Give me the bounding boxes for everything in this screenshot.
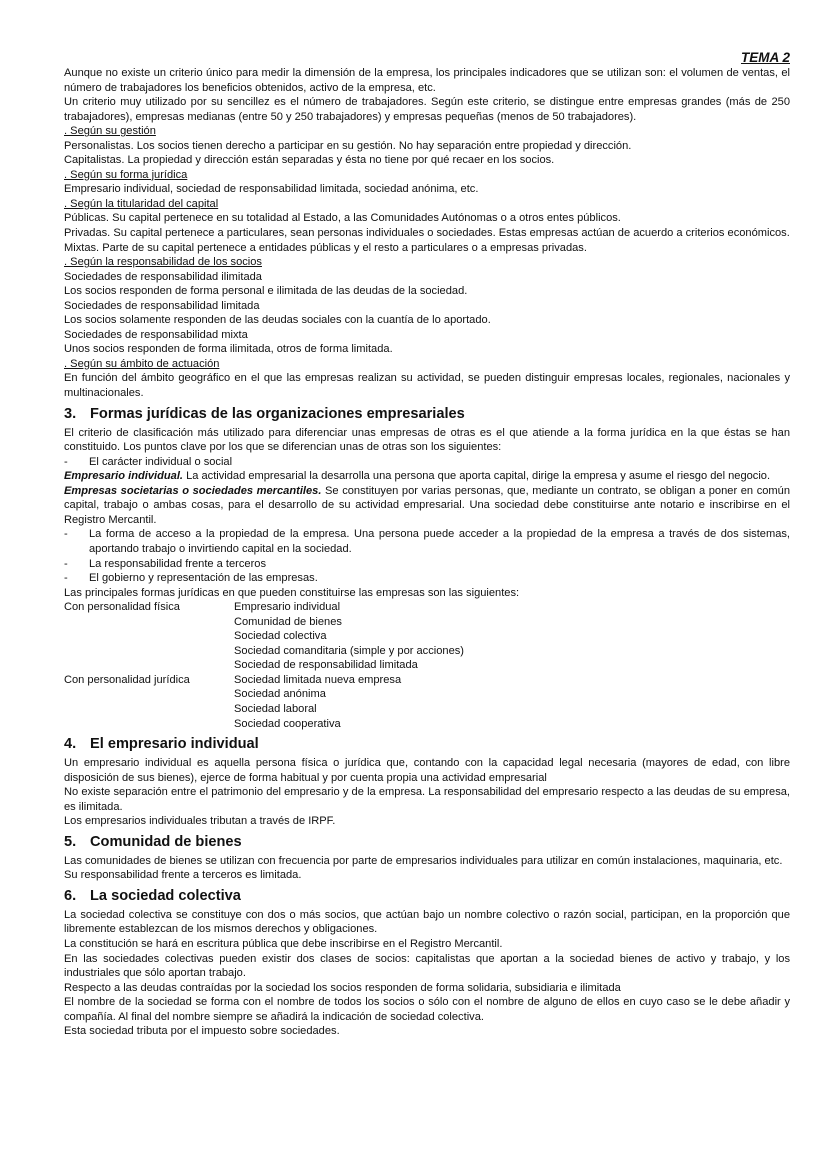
paragraph: Empresario individual, sociedad de responsabilidad limitada, sociedad anónima, etc. bbox=[64, 183, 479, 196]
subheading-forma: . Según su forma jurídica bbox=[64, 168, 188, 181]
section-heading-3 bbox=[64, 405, 790, 423]
paragraph: Capitalistas. La propiedad y dirección están separadas y ésta no tiene por qué recaer en los socios. bbox=[64, 154, 555, 167]
section-title: Formas jurídicas de las organizaciones empresariales bbox=[90, 405, 465, 422]
paragraph: Un criterio muy utilizado por su sencillez es el número de trabajadores. Según este criterio, se distingue entre empresas grandes (más de 250 trabajadores), empresas medianas (entre 50 y 250 trabajadores) y empresas pequeñas (menos de 50 trabajadores). bbox=[64, 96, 790, 123]
section-number: 4. bbox=[64, 736, 77, 753]
dash-item: - El carácter individual o social bbox=[64, 455, 233, 468]
dash-item: - La responsabilidad frente a terceros bbox=[64, 557, 266, 570]
paragraph: El criterio de clasificación más utilizado para diferenciar unas empresas de otras es el que atiende a la forma jurídica en la que éstas se han constituido. Los puntos clave por los que se diferencian unas de otras son los siguientes: bbox=[64, 426, 790, 454]
paragraph: Su responsabilidad frente a terceros es limitada. bbox=[64, 869, 302, 882]
forms-label-juridica: Con personalidad jurídica bbox=[64, 673, 190, 686]
paragraph: Las principales formas jurídicas en que pueden constituirse las empresas son las siguientes: bbox=[64, 586, 520, 599]
paragraph: En función del ámbito geográfico en el que las empresas realizan su actividad, se pueden distinguir empresas locales, regionales, nacionales y multinacionales. bbox=[64, 372, 790, 400]
paragraph: Mixtas. Parte de su capital pertenece a entidades públicas y el resto a particulares o a empresas privadas. bbox=[64, 241, 587, 254]
dash-item: - La forma de acceso a la propiedad de la empresa. Una persona puede acceder a la propiedad de la empresa a través de dos sistemas, aportando trabajo o invirtiendo capital en la sociedad. bbox=[64, 528, 790, 555]
paragraph: Aunque no existe un criterio único para medir la dimensión de la empresa, los principales indicadores que se utilizan son: el volumen de ventas, el número de trabajadores los beneficios obtenidos, activo de la empresa, etc. bbox=[64, 67, 790, 94]
paragraph: Empresas societarias o sociedades mercantiles. Se constituyen por varias personas, que, mediante un contrato, se obligan a poner en común capital, trabajo o ambas cosas, para el desarrollo de su actividad empresarial. Una sociedad debe constituirse ante notario e inscribirse en el Registro Mercantil. bbox=[64, 484, 790, 526]
section-title: El empresario individual bbox=[90, 736, 259, 753]
subheading-gestion: . Según su gestión bbox=[64, 125, 156, 138]
paragraph: Un empresario individual es aquella persona física o jurídica que, contando con la capacidad legal necesaria (mayores de edad, con libre disposición de sus bienes), ejerce de forma habitual y por cuenta propia una actividad empresarial bbox=[64, 757, 790, 784]
paragraph: Esta sociedad tributa por el impuesto sobre sociedades. bbox=[64, 1025, 340, 1038]
paragraph: Sociedades de responsabilidad mixta bbox=[64, 328, 248, 341]
paragraph: Las comunidades de bienes se utilizan con frecuencia por parte de empresarios individuales para utilizar en común instalaciones, maquinaria, etc. bbox=[64, 854, 783, 867]
paragraph: No existe separación entre el patrimonio del empresario y de la empresa. La responsabilidad del empresario respecto a las deudas de su empresa, es ilimitada. bbox=[64, 786, 790, 813]
section-heading-5 bbox=[64, 833, 790, 851]
section-number: 5. bbox=[64, 833, 77, 850]
paragraph: Personalistas. Los socios tienen derecho a participar en su gestión. No hay separación entre propiedad y dirección. bbox=[64, 139, 632, 152]
paragraph: Sociedades de responsabilidad limitada bbox=[64, 299, 260, 312]
forms-label-fisica: Con personalidad física bbox=[64, 601, 180, 614]
document-page bbox=[64, 50, 790, 1039]
paragraph: Sociedades de responsabilidad ilimitada bbox=[64, 270, 262, 283]
section-number: 6. bbox=[64, 887, 77, 904]
paragraph: Públicas. Su capital pertenece en su totalidad al Estado, a las Comunidades Autónomas o a otros entes públicos. bbox=[64, 212, 621, 225]
subheading-ambito: . Según su ámbito de actuación bbox=[64, 357, 220, 370]
paragraph: La sociedad colectiva se constituye con dos o más socios, que actúan bajo un nombre colectivo o razón social, participan, en la proporción que libremente establezcan de los mismos derechos y obligaciones. bbox=[64, 908, 790, 936]
tema-label: TEMA 2 bbox=[740, 50, 790, 65]
paragraph: Los empresarios individuales tributan a través de IRPF. bbox=[64, 815, 336, 828]
paragraph: Los socios solamente responden de las deudas sociales con la cuantía de lo aportado. bbox=[64, 314, 491, 327]
paragraph: Privadas. Su capital pertenece a particulares, sean personas individuales o sociedades. Estas empresas actúan de acuerdo a criterios económicos. bbox=[64, 227, 790, 240]
subheading-titularidad: . Según la titularidad del capital bbox=[64, 197, 219, 210]
section-heading-4 bbox=[64, 735, 790, 753]
section-title: La sociedad colectiva bbox=[90, 887, 241, 904]
paragraph: Unos socios responden de forma ilimitada, otros de forma limitada. bbox=[64, 343, 393, 356]
paragraph: Los socios responden de forma personal e ilimitada de las deudas de la sociedad. bbox=[64, 285, 468, 298]
paragraph: La constitución se hará en escritura pública que debe inscribirse en el Registro Mercantil. bbox=[64, 937, 503, 950]
legal-forms-table: Con personalidad física Empresario individual Comunidad de bienes Sociedad colectiva Sociedad comanditaria (simple y por acciones) Sociedad de responsabilidad limitada Con personalidad jurídica Sociedad limitada nueva empresa Sociedad anónima Sociedad laboral Sociedad cooperativa bbox=[64, 601, 464, 730]
section-title: Comunidad de bienes bbox=[90, 833, 242, 850]
paragraph: El nombre de la sociedad se forma con el nombre de todos los socios o sólo con el nombre de alguno de ellos en cuyo caso se le debe añadir y compañía. Al final del nombre siempre se añadirá la indicación de sociedad colectiva. bbox=[64, 996, 790, 1023]
section-number: 3. bbox=[64, 405, 77, 422]
paragraph: Respecto a las deudas contraídas por la sociedad los socios responden de forma solidaria, subsidiaria e ilimitada bbox=[64, 981, 621, 994]
subheading-responsabilidad: . Según la responsabilidad de los socios bbox=[64, 256, 262, 269]
paragraph: En las sociedades colectivas pueden existir dos clases de socios: capitalistas que aportan a la sociedad bienes de activo y trabajo, y los industriales que sólo aportan trabajo. bbox=[64, 952, 790, 980]
dash-item: - El gobierno y representación de las empresas. bbox=[64, 572, 318, 585]
section-heading-6 bbox=[64, 887, 790, 905]
paragraph: Empresario individual. La actividad empresarial la desarrolla una persona que aporta capital, dirige la empresa y asume el riesgo del negocio. bbox=[64, 470, 771, 483]
